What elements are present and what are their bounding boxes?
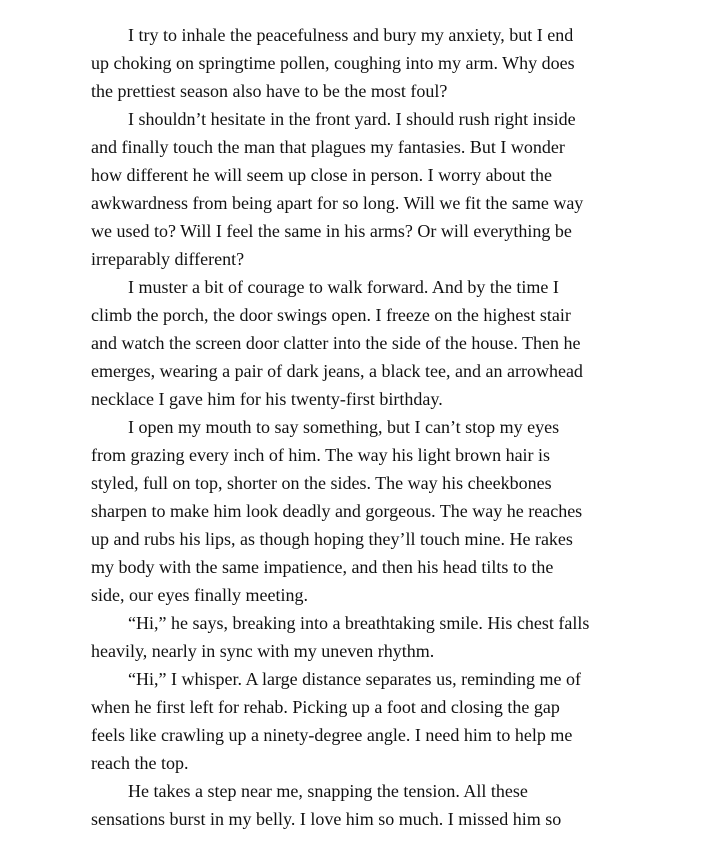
text-line: when he first left for rehab. Picking up a foot and closing the gap: [91, 697, 560, 717]
text-line: we used to? Will I feel the same in his arms? Or will everything be: [91, 221, 572, 241]
text-line: feels like crawling up a ninety-degree angle. I need him to help me: [91, 725, 573, 745]
text-line: how different he will seem up close in person. I worry about the: [91, 165, 553, 185]
text-line: necklace I gave him for his twenty-first birthday.: [91, 389, 443, 409]
body-text: [91, 21, 651, 833]
text-line: reach the top.: [91, 753, 189, 773]
text-line: I open my mouth to say something, but I can’t stop my eyes: [128, 417, 560, 437]
text-line: I shouldn’t hesitate in the front yard. I should rush right inside: [128, 109, 576, 129]
text-line: heavily, nearly in sync with my uneven rhythm.: [91, 641, 435, 661]
text-line: He takes a step near me, snapping the tension. All these: [128, 781, 528, 801]
text-line: styled, full on top, shorter on the sides. The way his cheekbones: [91, 473, 552, 493]
text-line: I try to inhale the peacefulness and bury my anxiety, but I end: [128, 25, 574, 45]
text-line: “Hi,” I whisper. A large distance separates us, reminding me of: [128, 669, 582, 689]
text-line: up and rubs his lips, as though hoping they’ll touch mine. He rakes: [91, 529, 573, 549]
text-line: the prettiest season also have to be the most foul?: [91, 81, 448, 101]
text-line: sharpen to make him look deadly and gorgeous. The way he reaches: [91, 501, 583, 521]
text-line: my body with the same impatience, and then his head tilts to the: [91, 557, 554, 577]
text-line: sensations burst in my belly. I love him so much. I missed him so: [91, 809, 562, 829]
text-line: up choking on springtime pollen, coughing into my arm. Why does: [91, 53, 575, 73]
text-line: and watch the screen door clatter into the side of the house. Then he: [91, 333, 581, 353]
text-line: awkwardness from being apart for so long. Will we fit the same way: [91, 193, 584, 213]
text-line: side, our eyes finally meeting.: [91, 585, 308, 605]
text-line: from grazing every inch of him. The way his light brown hair is: [91, 445, 551, 465]
text-line: emerges, wearing a pair of dark jeans, a black tee, and an arrowhead: [91, 361, 583, 381]
text-line: climb the porch, the door swings open. I freeze on the highest stair: [91, 305, 571, 325]
text-line: I muster a bit of courage to walk forward. And by the time I: [128, 277, 559, 297]
text-line: irreparably different?: [91, 249, 245, 269]
text-line: “Hi,” he says, breaking into a breathtaking smile. His chest falls: [128, 613, 590, 633]
text-line: and finally touch the man that plagues my fantasies. But I wonder: [91, 137, 565, 157]
